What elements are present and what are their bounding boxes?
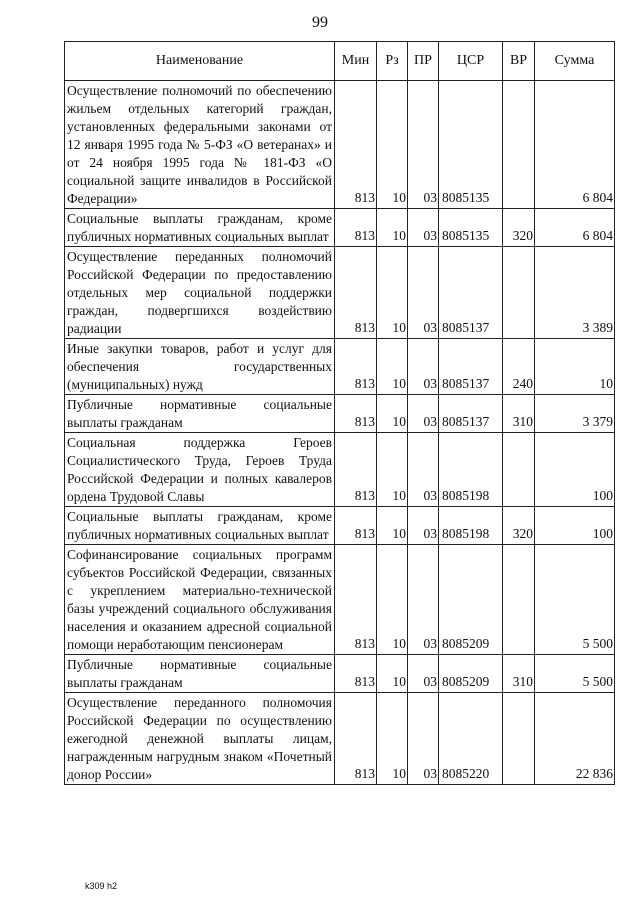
cell-csr: 8085209 xyxy=(439,545,503,655)
cell-pr: 03 xyxy=(408,209,439,247)
cell-vr xyxy=(503,433,535,507)
cell-rz: 10 xyxy=(377,655,408,693)
header-name: Наименование xyxy=(65,42,335,81)
cell-vr xyxy=(503,81,535,209)
cell-rz: 10 xyxy=(377,507,408,545)
cell-pr: 03 xyxy=(408,433,439,507)
cell-name: Публичные нормативные социальные выплаты гражданам xyxy=(65,395,335,433)
cell-vr: 320 xyxy=(503,507,535,545)
cell-min: 813 xyxy=(335,693,377,785)
cell-min: 813 xyxy=(335,395,377,433)
cell-sum: 3 379 xyxy=(535,395,615,433)
header-min: Мин xyxy=(335,42,377,81)
cell-min: 813 xyxy=(335,545,377,655)
cell-pr: 03 xyxy=(408,655,439,693)
cell-vr: 240 xyxy=(503,339,535,395)
cell-sum: 22 836 xyxy=(535,693,615,785)
table-row xyxy=(65,655,615,693)
cell-min: 813 xyxy=(335,433,377,507)
cell-pr: 03 xyxy=(408,81,439,209)
cell-rz: 10 xyxy=(377,81,408,209)
cell-vr xyxy=(503,247,535,339)
cell-name: Осуществление переданного полномочия Российской Федерации по осуществлению ежегодной денежной выплаты лицам, награжденным нагрудным знаком «Почетный донор России» xyxy=(65,693,335,785)
cell-vr: 320 xyxy=(503,209,535,247)
table-row xyxy=(65,545,615,655)
cell-csr: 8085209 xyxy=(439,655,503,693)
budget-table xyxy=(64,41,615,785)
cell-csr: 8085137 xyxy=(439,339,503,395)
cell-sum: 5 500 xyxy=(535,545,615,655)
cell-sum: 5 500 xyxy=(535,655,615,693)
cell-csr: 8085137 xyxy=(439,395,503,433)
cell-name: Социальная поддержка Героев Социалистического Труда, Героев Труда Российской Федерации и полных кавалеров ордена Трудовой Славы xyxy=(65,433,335,507)
header-vr: ВР xyxy=(503,42,535,81)
header-csr: ЦСР xyxy=(439,42,503,81)
cell-rz: 10 xyxy=(377,693,408,785)
table-row xyxy=(65,339,615,395)
cell-rz: 10 xyxy=(377,433,408,507)
table-row xyxy=(65,507,615,545)
cell-csr: 8085220 xyxy=(439,693,503,785)
cell-rz: 10 xyxy=(377,209,408,247)
table-row xyxy=(65,81,615,209)
page-number: 99 xyxy=(312,14,328,31)
cell-pr: 03 xyxy=(408,247,439,339)
cell-name: Осуществление полномочий по обеспечению жильем отдельных категорий граждан, установленных федеральными законами от 12 января 1995 года № 5-ФЗ «О ветеранах» и от 24 ноября 1995 года № 181-ФЗ «О социальной защите инвалидов в Российской Федерации» xyxy=(65,81,335,209)
cell-pr: 03 xyxy=(408,395,439,433)
cell-name: Публичные нормативные социальные выплаты гражданам xyxy=(65,655,335,693)
cell-min: 813 xyxy=(335,655,377,693)
cell-min: 813 xyxy=(335,209,377,247)
cell-rz: 10 xyxy=(377,545,408,655)
footer-code: k309 h2 xyxy=(85,881,118,891)
table-row xyxy=(65,247,615,339)
cell-name: Софинансирование социальных программ субъектов Российской Федерации, связанных с укреплением материально-технической базы учреждений социального обслуживания населения и оказанием адресной социальной помощи неработающим пенсионерам xyxy=(65,545,335,655)
cell-pr: 03 xyxy=(408,693,439,785)
header-pr: ПР xyxy=(408,42,439,81)
cell-sum: 6 804 xyxy=(535,81,615,209)
table-row xyxy=(65,395,615,433)
cell-min: 813 xyxy=(335,507,377,545)
cell-csr: 8085198 xyxy=(439,433,503,507)
cell-name: Социальные выплаты гражданам, кроме публичных нормативных социальных выплат xyxy=(65,507,335,545)
cell-name: Осуществление переданных полномочий Российской Федерации по предоставлению отдельных мер социальной поддержки граждан, подвергшихся воздействию радиации xyxy=(65,247,335,339)
table-row xyxy=(65,433,615,507)
table-row xyxy=(65,693,615,785)
header-rz: Рз xyxy=(377,42,408,81)
cell-sum: 10 xyxy=(535,339,615,395)
table-row xyxy=(65,209,615,247)
cell-min: 813 xyxy=(335,81,377,209)
table-header-row xyxy=(65,42,615,81)
cell-rz: 10 xyxy=(377,395,408,433)
cell-vr xyxy=(503,693,535,785)
cell-rz: 10 xyxy=(377,339,408,395)
header-sum: Сумма xyxy=(535,42,615,81)
cell-csr: 8085135 xyxy=(439,81,503,209)
cell-pr: 03 xyxy=(408,545,439,655)
cell-sum: 100 xyxy=(535,507,615,545)
cell-sum: 6 804 xyxy=(535,209,615,247)
cell-vr: 310 xyxy=(503,655,535,693)
cell-min: 813 xyxy=(335,247,377,339)
cell-pr: 03 xyxy=(408,507,439,545)
cell-vr xyxy=(503,545,535,655)
cell-csr: 8085135 xyxy=(439,209,503,247)
cell-name: Иные закупки товаров, работ и услуг для обеспечения государственных (муниципальных) нужд xyxy=(65,339,335,395)
cell-rz: 10 xyxy=(377,247,408,339)
cell-csr: 8085137 xyxy=(439,247,503,339)
cell-name: Социальные выплаты гражданам, кроме публичных нормативных социальных выплат xyxy=(65,209,335,247)
cell-csr: 8085198 xyxy=(439,507,503,545)
cell-sum: 100 xyxy=(535,433,615,507)
cell-vr: 310 xyxy=(503,395,535,433)
cell-sum: 3 389 xyxy=(535,247,615,339)
cell-min: 813 xyxy=(335,339,377,395)
cell-pr: 03 xyxy=(408,339,439,395)
